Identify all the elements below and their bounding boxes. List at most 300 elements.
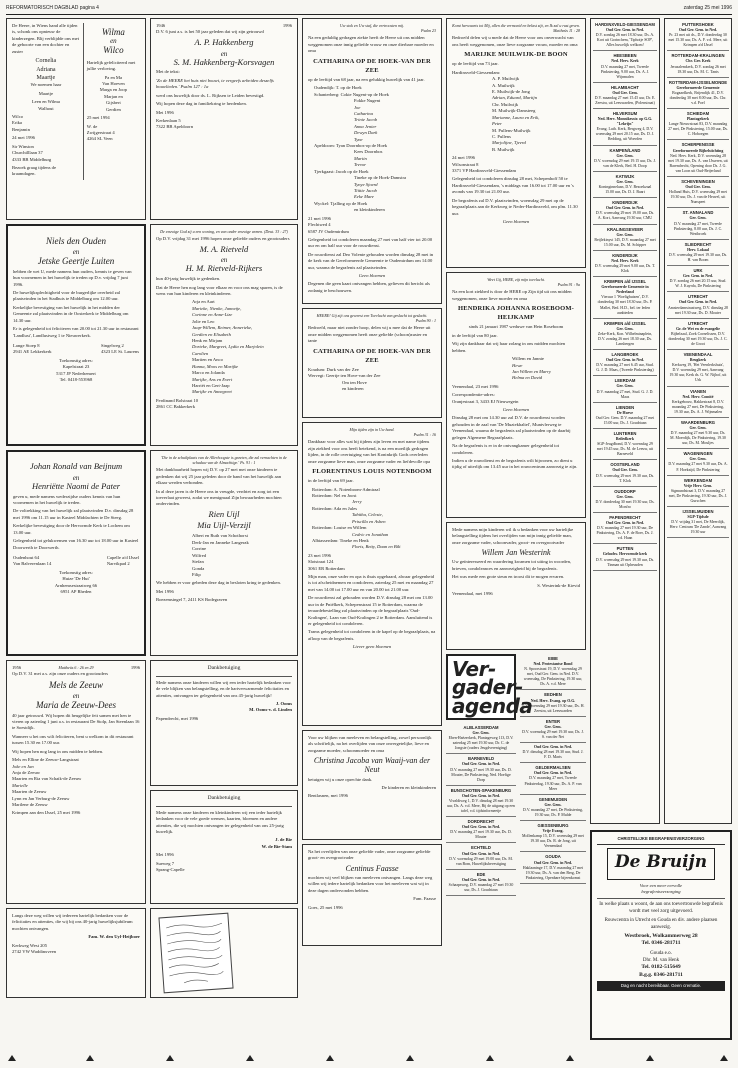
meeting-place: SCHEVENINGEN [681, 178, 715, 184]
meeting-place: HARDINXVELD-GIESSENDAM [595, 22, 655, 27]
anniv-l3: We hebben er voor gebeden deze dag in besloten kring te gedenken. [156, 580, 281, 586]
meeting-place: UTRECHT [687, 320, 708, 326]
obituary-op-de-hoek-family: HEERE! Gij zijt ons geweest een Toevlucht van geslacht tot geslacht. Psalm 90 : 1 Bedroefd, maar niet zonder hoop, delen wij u mee dat de Heere uit onze midden weggenomen heeft onze geliefde (schoon)zuster en tante CATHARINA OP DE HOEK-VAN DER ZEE Koudum: Durk van der Zee Wervegt: Geertje ten Hove-van der Zee Om ten Hove en kinderen [302, 308, 442, 418]
thanks-l1: Voor uw blijken van meeleven en belangstelling, zowel persoonlijk als schriftelijk, na het overlijden van onze onvergetelijke, lieve en zorgzame moeder, schoonmoeder en oma [308, 735, 432, 753]
meeting-church: Ger. Gem. [616, 384, 634, 389]
obit-date: 21 mei 1996 [308, 215, 331, 221]
wife-name: S. M. Hakkenberg-Korsvagen [173, 56, 275, 67]
meeting-church: Oud Ger. Gem. in Ned. [533, 860, 573, 865]
meeting-church: Ger. Gem. [689, 457, 707, 462]
verse: HEERE! Gij zijt ons geweest een Toevlucht van geslacht tot geslacht. [316, 313, 428, 318]
meeting-place: GENEMUIDEN [538, 796, 568, 802]
meeting-details: Bijbelzaal, Zoek Cornelissen, D.V. donderdag 30 mei 19.30 uur, Ds. J. C. de Groot [668, 331, 728, 346]
meeting-details: D.V. woensdag 29 mei 19.30 uur, Ds. T. Klok [595, 473, 655, 483]
meeting-details: Pr. 23 mei uit ds., D.V. donderdag 30 mei 15.30 uur, Ds. A. F. v.d. Mere, uit Krimpen a/d IJssel [668, 33, 728, 48]
church-meeting [667, 319, 729, 350]
kid-3: Benjamin [12, 126, 30, 132]
husband-name: A. P. Hakkenberg [194, 36, 254, 47]
advert-addr-1: Westbroek, Wolkammerweg 28 [624, 932, 698, 939]
meeting-details: D.V. woensdag 29 mei 19.30 uur, Ds. Tinman uit Opheusden [595, 557, 655, 567]
husband-name: Mels de Zeeuw [49, 679, 103, 690]
deceased-name: Centinus Faasse [345, 863, 399, 873]
meeting-details: Jerusalemkerk, D.V. zondag 26 mei 18.30 uur, Ds. M. C. Tanis [670, 64, 726, 74]
obit-l2: sinds 21 januari 1987 weduwe van Hein Roseboom [468, 324, 564, 330]
thanks-l1: Na het overlijden van onze geliefde vader, onze zorgzame geliefde groot- en overgrootvader [308, 849, 431, 861]
future-label: Toekomstig adres: [59, 357, 93, 363]
meeting-details: D.V. maandag 27 mei 9.30 uur, Ds. A. F. Hoekzijd, De Pinkstering [668, 462, 728, 472]
obit-l1: Na een geduldig gedragen ziekte heeft de Heere uit ons midden weggenomen onze innig geliefde vrouw en onze dierbare moeder en oma [308, 35, 434, 54]
meeting-details: D.V. maandag 27 mei 19.30 uur, Ds. D. Mouter, De Pinkstering, Ned. Hoefige Dorp [450, 767, 512, 782]
kid-1: Wilco [12, 113, 24, 119]
sig-1: J. Ooms [275, 700, 292, 706]
meeting-place: GELDERMALSEN [535, 765, 571, 771]
church-meeting [520, 717, 586, 743]
meeting-church: Oud Ger. Gem. [612, 90, 638, 95]
and-word: en [72, 692, 80, 701]
obituary-op-de-hoek: Uw stok en Uw staf, die vertroosten mij. Psalm 23 Na een geduldig gedragen ziekte heeft de Heere uit ons midden weggenomen onze innig geliefde vrouw en onze dierbare moeder en oma CATHARINA OP DE HOEK-VAN DER ZEE op de leeftijd van 68 jaar, na een gelukkig huwelijk van 41 jaar. Oudendijk: T. op de Hoek Schanterberg: Cokie Nugent-op de Hoek Fokke Nugent Joe Catharina Trinie Jacob Anna Jenter Dewyn Dark Tyne Apeldoorn: Tyan Doornbos-op de Hoek Kees Doornbos Martin Trevor Tjerkgaast: Jacob op de Hoek Tineke op de Hoek-Damstra Tynye Sjoerd Tiittie Jacob Eeke Mare Wyckel: Tjalling op de Hoek en kleinkinderen 21 mei 1996 Flechtwed 4 6587 JV Oudemirdum Gelegenheid tot condoleren maandag 27 mei van half vier tot 20.00 uur en om half uur voor de rouwdienst. De rouwdienst zal Deo Volente gehouden worden dinsdag 28 mei in de kerk van de Gereformeerde Gemeente te Oudemirdum om 14.00 uur, waarna de begrafenis zal plaatsvinden. Geen bloemen Degenen die geen kaart ontvangen hebben, gelieven dit bericht als zodanig te beschouwen. [302, 18, 442, 304]
church-meeting [593, 376, 657, 402]
vergaderagenda-logo [446, 654, 533, 720]
anniversary-uijl [150, 450, 298, 656]
advert-addr-2: Gouda e.o. [650, 950, 672, 956]
church-meeting [667, 140, 729, 176]
obit-l1: Bedroefd, maar niet zonder hoop, delen wij u mee dat de Heere uit onze midden weggenomen heeft onze geliefde (schoon)zuster en tante [308, 325, 431, 344]
thanks-faasse [302, 844, 442, 946]
meeting-church: Oud Ger. Gem. in Ned. [533, 745, 573, 750]
church-meeting [520, 690, 586, 716]
engage-from-3: Marga en Joop [99, 87, 127, 93]
meeting-details: Kerkweg 19, 'Het Veenlerkshuiz', D.V. woensdag 29 mei, Aanvang 19.30 uur, Kerk ds. G. W. Nijhof, uit Urk [669, 363, 727, 383]
anniv-l1: Op D.V. vrijdag 31 mei 1996 hopen onze geliefde ouders en grootouders [156, 236, 290, 242]
meeting-church: Gr. de Wet en de evangelie [676, 326, 720, 331]
church-meeting [593, 277, 657, 319]
meeting-church: Ned. Protestantse Bond [533, 662, 573, 667]
meeting-place: GOUDA [545, 854, 561, 860]
meeting-details: D.V. maandag 27 mei 15.45 uur, Dr. E. Zeestra, uit Leeuwarden, (Polenstraat) [594, 95, 656, 106]
church-meeting [667, 240, 729, 266]
church-meeting [593, 513, 657, 544]
church-meeting [667, 266, 729, 292]
meeting-church: Oud Ger. Gem. in Ned. [461, 762, 501, 767]
meeting-church: Ger. Gem. [616, 179, 634, 184]
church-meeting [667, 418, 729, 449]
thanks-l2: Uw geïnteresseerd en waardering kwamen tot uiting in woorden, brieven, condoleances en aanwezigheid bij de begrafenis. [452, 559, 572, 571]
wedding-p2: De huwelijksplechtigheid voor de burgerlijke overheid zal plaatsvinden in het Stadhuis te Middelburg om 12.00 uur. [13, 290, 121, 302]
advert-tel-2: Tel. 0182-515649 [641, 963, 681, 970]
obit-l4: De rouwdienst zal Deo Volente gehouden worden dinsdag 28 mei in de kerk van de Gereformeerde Gemeente te Oudemirdum om 14.00 uur, waarna de begrafenis zal plaatsvinden. [308, 251, 434, 270]
verse: 'Die in de schuilplaats van de Allerhoogste is gezeten, die zal vernachten in de schaduw van de Almachtige.' Ps. 91 : 1 [161, 455, 287, 466]
meeting-church: Ger. Gem. in Ned. [683, 274, 713, 279]
sig-2: M. Ooms-v. d. Linden [249, 707, 292, 713]
wedding-p2: De voltrekking van het huwelijk zal plaatsvinden D.v. dinsdag 28 mei 1996 om 11.15 uur in Kasteel Middachten te De Steeg. [13, 508, 134, 520]
church-meeting [667, 109, 729, 140]
obit-l3: in de leeftijd van 80 jaar. [452, 332, 498, 338]
engage-name-2: Wilco [103, 45, 124, 56]
kid: Albert en Ruth van Schothorst [192, 533, 248, 539]
advert-p1: In welke plaats u woont, de aan ons toevertrouwde begrafenis wordt met veel zorg uitgevoerd. [599, 901, 723, 914]
column-1 [6, 18, 146, 1002]
no-flowers: Geen bloemen [502, 407, 530, 413]
meeting-place: LIENDEN [615, 404, 635, 410]
and-word: en [220, 256, 228, 265]
meeting-church: Herv. Lokaal [687, 247, 709, 252]
meeting-church: Ned. Herv. Kerk [611, 59, 639, 64]
wedding-p4: Er is gelegenheid tot feliciteren van 20.00 tot 21.30 uur in restaurant 'Landlust', Landlustweg 1 te Nieuwerkerk. [13, 326, 139, 338]
meeting-place: KRALINGSEVEER [606, 226, 644, 232]
church-meeting [446, 870, 516, 896]
meeting-place: KINDERDIJK [612, 252, 638, 258]
church-meeting [446, 843, 516, 869]
verse: Mijn tijden zijn in Uw hand. [349, 427, 395, 432]
thanks-westerink [446, 522, 586, 650]
advert-tel-3: B.g.g. 0346-281711 [639, 971, 683, 978]
anniversary-de-zeeuw [6, 660, 146, 904]
anniv-p2: Wanneer u het ons wilt feliciteren, bent u welkom in dit restaurant tussen 15.30 en 17.00 uur. [12, 733, 134, 746]
meeting-details: D.V. maandag 27 mei, Tweede Pinksterdag, 9.00 uur, Ds. A. J. Wijnmalen [600, 64, 650, 79]
advert-tag-1: Voor een meer eervolle [639, 882, 683, 888]
meeting-place: OUDDORP [614, 488, 636, 494]
birth-addr-3: 4333 BB Middelburg [12, 156, 52, 162]
wedding-p1: hebben de wet U, mede namens hun ouders, kennis te geven van hun voornemen in het huwelijk te treden op D.v. vrijdag 7 juni 1996. [13, 268, 132, 287]
meeting-details: D.V. woensdag 29 mei 9.00 uur, Ds. T. Klok [594, 263, 656, 274]
kid: Filip [192, 571, 201, 577]
obit-l2: op de leeftijd van 68 jaar, na een gelukkig huwelijk van 41 jaar. [308, 76, 425, 82]
church-meeting [593, 172, 657, 198]
obit-l1: Dankbaar voor alles wat hij tijdens zijn leven en met name tijdens zijn ziekbed voor ons heeft betekend, is na een moeilijk gedragen lijden, in de rolle overtuiging van het Koninkrijk Gods overleden onze zorgzame lieve man, onze zorgzame vader en liefdevolle opa [308, 439, 431, 464]
birth-date: 24 mei 1996 [12, 135, 35, 141]
church-meeting [593, 403, 657, 429]
obit-l2: in de leeftijd van 69 jaar. [308, 478, 354, 484]
anniversary-hakkenberg [150, 18, 298, 220]
kid-1: Mels en Elline de Zeeuw-Langstraat [12, 757, 79, 763]
verse: Komt herwaarts tot Mij, allen die vermoeid en belast zijt, en Ik zal u rust geven. [452, 23, 580, 28]
meeting-place: KRIMPEN a/d IJSSEL [603, 279, 647, 285]
handwritten-card [150, 908, 298, 998]
meeting-place: SCHERPENISSE [681, 142, 715, 148]
meeting-details: D.V. maandag 27 mei, Tweede Pinksterdag, 8.00 uur, Ds. J. C. Westbroek [673, 221, 723, 236]
meeting-church: Gereformeerde Gemeente in Nederland [601, 285, 649, 295]
church-meeting [667, 78, 729, 109]
verse: Weet Gij, HERE, zijt mijn toevlucht. [487, 277, 545, 282]
meeting-details: D.V. woensdag 29 mei 19.15 uur, Ds. J. van de Klerk, Bed. H. Doop [594, 158, 656, 168]
engage-from-5: Gijsbert [105, 100, 121, 106]
meeting-list-c [590, 18, 660, 824]
meeting-place: PUTTERSHOEK [682, 22, 714, 27]
verse-ref: Psalm 91 : 9a [557, 282, 580, 288]
meeting-details: D.V. maandag 27 mei 9.30 uur, Ds. M. Moerdijk, De Pinkstering, 19.30 uur, Ds. M. Mouljes [670, 431, 726, 446]
kid: Carolien [192, 350, 209, 356]
meeting-place: LANGBROEK [611, 352, 639, 358]
page-header [6, 4, 732, 15]
obit-l3: Gelegenheid tot condoleren dinsdag 28 mei, Schepenhoff 50 te Hardinxveld-Giessendam, 's middags van 16.00 tot 17.00 uur en 's avonds van 19.30 tot 21.00 uur. [452, 176, 574, 195]
year-end: 1996 [130, 665, 140, 670]
logo-line-2: gader- [452, 675, 523, 700]
kid: Harriët en Gert-Jaap [192, 382, 230, 388]
engage-addr-1: W. de [86, 123, 98, 129]
addr-a1: Lange Stoep 8 [13, 342, 40, 348]
church-meeting [593, 51, 657, 82]
kid: Corinne en Anne-Lize [192, 312, 233, 318]
year-start: 1956 [12, 665, 22, 670]
church-meeting [593, 20, 657, 51]
kid: Wilfred [192, 552, 207, 558]
anniv-l1: D.V. 6 juni a.s. is het 50 jaar geleden dat wij zijn getrouwd [156, 29, 264, 35]
meeting-place: KRIMPEN a/d IJSSEL [603, 320, 647, 326]
anniv-l4: Wij hopen deze dag in familiekring te herdenken. [156, 101, 247, 107]
meeting-church: Oud Ger. Gem. [685, 185, 711, 190]
church-meeting [446, 786, 516, 817]
meeting-details: D.V. woensdag 29 mei 19.30 uur, Ds. H. Zeestra, uit Leeuwarden [521, 703, 585, 713]
meeting-details: Zeke-Kerk, Kon. Wilhelminaplein, D.V. zondag 26 mei 18.30 uur, Ds. Lansbergen [597, 331, 653, 346]
meeting-place: HEESBEEN [613, 53, 637, 59]
meeting-church: De Hoeve [617, 410, 633, 415]
church-meeting [446, 754, 516, 785]
kid: Derk-Jan en Janneke Langerak [192, 539, 249, 545]
anniv-addr: Boezemsingel 7, 2411 KS Bodegraven [156, 597, 228, 603]
sig-2: W. de Bie-Stam [261, 843, 292, 849]
anniv-date: Mei 1996 [156, 109, 174, 115]
future-street: Kapelstraat 23 [62, 364, 90, 370]
meeting-place: LUNTEREN [613, 431, 637, 436]
meeting-church: Ger. Gem. [544, 802, 562, 807]
logo-line-3: agenda [452, 693, 533, 718]
church-meeting [593, 109, 657, 145]
thanks-l1: Mede namens mijn kinderen wil ik u bedanken voor uw hartelijke belangstelling tijdens het overlijden van mijn innig geliefde man, onze zorgzame vader, schoonvader, groot- en overgrootvader [452, 527, 574, 545]
church-meeting [667, 292, 729, 318]
meeting-church: Oud Ger. Gem. in Ned. [678, 300, 718, 305]
kid: Martien en Anco [192, 357, 223, 363]
addr-a3: Singelweg 2 [100, 342, 124, 348]
meeting-details: D.V. woensdag 29 mei 19.30 uur, Ds. J. S. van der Net [522, 729, 584, 740]
birth-l2: Maartje [38, 90, 54, 96]
birth-visit: Bezoek graag tijdens de kraamdagen. [12, 164, 57, 177]
deceased-name: MARIJKE MUILWIJK-DE BOON [464, 51, 568, 59]
church-meeting [667, 51, 729, 77]
addr-a4: 4323 LE St. Laurens [100, 349, 139, 355]
meeting-church: Oud Ger. Gem. in Ned. [533, 771, 573, 776]
meeting-details: D.V. dinsdag 28 mei 19.30 uur, Stud. J. F. D. Maris [522, 750, 584, 760]
engage-from-2: Van Hoeven [102, 81, 125, 86]
meeting-details: Beijlekinyst 145, D.V. maandag 27 mei 15.00 uur, Ds. M. Schipper [594, 237, 656, 247]
meeting-details: Kerkgebouw, Hakkestraat 8, D.V. maandag 27 mei, De Pinkstering, 19.30 uur, Ds. A. J. Wijnmalen [671, 399, 725, 414]
meeting-details: Oud Ger. Gem. D.V. maandag 27 mei 15.00 uur, Ds. J. Goudriaan [595, 415, 655, 425]
meeting-church: Oud Ger. Gem. in Ned. [678, 28, 718, 33]
year-start: 1946 [156, 23, 166, 28]
church-meeting [520, 795, 586, 821]
kid: Stefan [192, 559, 204, 565]
meeting-place: KINDERDIJK [612, 200, 638, 206]
kid-2: Erika [12, 120, 22, 126]
meeting-details: Vivaldiweg 1, D.V. dinsdag 28 mei 19.30 uur, Ds. A. v.d. Mere, Bij de uitgang op een tafel, v.d. tijdsinformeetje [447, 798, 515, 814]
meeting-details: Haklaaninge 17, D.V. maandag 27 mei 19.30 uur, Ds. A. van den Berg, De Pinkstering, Openbare bijeenkomst [522, 865, 584, 880]
thanks-van-waaij [302, 730, 442, 840]
header-right: zaterdag 25 mei 1996 [683, 5, 732, 11]
anniv-l2: hun 40-jarig huwelijk te gedenken. [156, 276, 221, 282]
future-addr: Arnhemsestraatweg 66 [54, 582, 98, 588]
corr-label: Correspondentie-adres: [452, 392, 495, 398]
meeting-details: D.V. maandag 27 mei 19.30 uur, De Pinkstering, Ds. A. F. de Boer, Ds. J. v.d. Haan [596, 526, 654, 541]
meeting-details: D.V. maandag 27 mei, Tweede Pinksterdag, 19.30 uur, Ds. A. P. van Meer [524, 776, 582, 791]
kid: Marco en Jolanda [192, 370, 225, 376]
anniversary-rietveld [150, 224, 298, 446]
kid: Gerdien en Elisabeth [192, 331, 231, 337]
meeting-place: URK [693, 268, 703, 274]
thanks-place: Bentlasnen, mei 1996 [308, 793, 348, 799]
baby-name-3: Maartje [36, 74, 56, 81]
groom-name: Niels den Ouden [46, 236, 106, 246]
meeting-place: UTRECHT [687, 294, 708, 300]
meeting-church: Ned. Herv. Comité [682, 394, 714, 399]
meeting-place: EEDHEN [544, 692, 562, 698]
column-5 [590, 18, 660, 824]
kid-7: Lynn en Jan Verburg-de Zeeuw [12, 795, 70, 801]
verse: Mattheüs 6 : 26 en 29 [58, 665, 94, 670]
meeting-church: Ned. Herv. Monnikesstr. op G.G. "Lekrijn" [597, 117, 653, 127]
meeting-church: Gereformeerde Gemeente [676, 85, 720, 90]
meeting-church: Oud Ger. Gem. in Ned. [605, 206, 645, 211]
meeting-church: Oud Ger. Gem. [612, 468, 638, 473]
thanks-signature: Fam. W. den Uyl-Heijboer [88, 934, 140, 940]
advert-p2: Rouwcentra in Utrecht en Gouda en div. andere plaatsen aanwezig. [604, 917, 718, 930]
church-meeting [667, 20, 729, 51]
kid-3: Anja de Zeeuw [12, 769, 41, 775]
meeting-place: ST. ANNALAND [682, 210, 714, 216]
meeting-details: SGP-Jeugdbond, D.V. woensdag 29 mei 19.45 uur, Ds. M. de Leeuw, uit Barneveld [596, 442, 654, 457]
meeting-place: HILAMBACHT [611, 84, 639, 90]
wedding-p1: geven u, mede namens wederzijdse ouders kennis van hun voornemen in het huwelijk te treden. [13, 493, 121, 505]
thanks-text: Langs deze weg willen wij iedereen hartelijk bedanken voor de felicitaties en attenties, die wij bij ons 40-jarig huwelijksjubileum mochten ontvangen. [12, 913, 133, 931]
engage-date: 25 mei 1994 [86, 115, 110, 121]
thanks-text: Mede namens onze kinderen en kleinkinderen wij een ieder hartelijk bedanken voor de vele goede wensen, kaarten, bloemen en andere attenties, die wij mochten ontvangen ter gelegenheid van ons 25-jarig huwelijk. [156, 809, 284, 834]
verse-ref: Psalm 90 : 1 [415, 318, 436, 324]
bride-name: Henriëtte Naomi de Pater [31, 480, 121, 491]
meeting-church: Ger. Gem. [616, 326, 634, 331]
future-city: 5317 JP Nederhemert [56, 370, 96, 376]
meeting-church: Oud Ger. Gem. in Ned. [605, 358, 645, 363]
meeting-church: Ger. Gem. [616, 153, 634, 158]
meeting-details: Ned. Herv. Kerk, D.V. woensdag 28 mei 19.30 uur, Ds. A. van IJsseren, uit Barendrecht, Opening door Ds. J. G. van Loon uit Oud-Beijerland [668, 153, 728, 173]
church-meeting [520, 821, 586, 852]
meeting-details: Vieruur 1 'Woelighuizen', D.V. donderdag 30 mei 18.30 uur, Ds. P. Mallet, Bed. H.D., bel. ter leden aanbieden [597, 295, 653, 315]
meetings-area [446, 654, 586, 1060]
anniv-l1: Met dankbaarheid hopen wij D.V. op 27 mei met onze kinderen te gedenken dat wij 25 jaar geleden door de band van het huwelijk aan elkaar werden verbonden. [156, 467, 282, 486]
meeting-place: SLIEDRECHT [684, 241, 712, 247]
birth-parents: Leen en Wilma [31, 99, 60, 105]
thanks-den-uyl [6, 908, 146, 998]
meeting-details: Koninginnelaan, D.V. Bezoekzaal 15.00 uur, Ds. D. J. Baart [598, 185, 652, 195]
meeting-church: Ger. Gem. [472, 731, 490, 736]
deceased-name: HENDRIKA JOHANNA ROSEBOOM-HEIJKAMP [457, 305, 575, 322]
church-meeting [446, 817, 516, 843]
engage-from-1: Pa en Ma [104, 74, 123, 80]
church-meeting [593, 251, 657, 277]
thanks-addr-1: Kerkweg West 205 [12, 942, 48, 948]
kid-8: Marilene de Zeeuw [12, 802, 48, 808]
meeting-church: Vrije Herv. Gem. [683, 483, 713, 488]
meeting-details: D.V. maandag 27 mei 19.30 uur, Ds. D. Mouter [450, 830, 512, 840]
obit-l5: Trams gelegenheid tot condoleren in de kapel op de begraafplaats, na afloop van de begrafenis. [308, 629, 436, 641]
obit-l6: Dinsdag 28 mei om 14.30 uur zal D.V. de rouwdienst worden gehouden in de zaal van 'De Muziekhaltel', Muntvlerweg te Veenendaal, waarna de begrafenis zal plaatsvinden op de daarbij gelegen Algemene Begraafplaats. [452, 415, 571, 440]
kid: Hanna, Moos en Marijke [192, 363, 239, 369]
thanks-l3: Het was mede een grote steun en troost dit te mogen ervaren. [452, 574, 565, 580]
meeting-church: Oud Ger. Gem. in Ned. [461, 851, 501, 856]
thanks-l2: betuigen wij u onze oprechte dank. [308, 776, 373, 782]
addr-1: Ferdinand Bolstraat 10 [156, 397, 199, 403]
birth-announcement [6, 18, 146, 220]
meeting-details: D.V. maandag 27 mei 6.45 uur, Stud. G. J. D. Maas, (Tweede Pinksterdag) [596, 363, 654, 373]
church-meeting [667, 350, 729, 386]
meeting-place: ALBLASSERDAM [463, 725, 499, 730]
sig-1: J. de Bie [275, 837, 292, 843]
church-meeting [520, 654, 586, 690]
engage-from-6: Gerdien [105, 106, 121, 112]
engage-en: en [110, 37, 117, 46]
addr-a4: Narvikpad 2 [106, 561, 130, 567]
groom-name: Johan Ronald van Beijnum [29, 461, 123, 471]
meeting-details: Schaapsweg, D.V. maandag 27 mei 19.30 uur, Ds. J. Goudriaan [448, 882, 514, 893]
obit-l4: De rouwdienst zal gehouden worden D.V. dinsdag 28 mei om 13.00 uur in de Pniëlkerk, Schepenstraat 15 te Rotterdam, waarna de teraardebestelling zal plaatsvinden op de begraafplaats 'Oud-Kralingen', Laan van Oud-Kralingen 2 te Rotterdam. Aansluitend is er gelegenheid tot condoleren. [308, 595, 433, 627]
obit-l3: Mijn man, onze vader en opa is thuis opgebaard, alwaar gelegenheid is tot afscheidnemen en condoleren, zaterdag 25 mei en maandag 27 mei van 14.00 tot 17.00 uur en van 20.00 tot 21.00 uur. [308, 574, 435, 592]
obit-addr: Flechtwed 4 [308, 222, 331, 228]
thanks-ooms [150, 660, 298, 786]
obit-l6: Degenen die geen kaart ontvangen hebben, gelieven dit bericht als zodanig te beschouwen. [308, 281, 430, 293]
obit-l2: op de leeftijd van 73 jaar. [452, 61, 499, 67]
meeting-details: Eben-Haëzerkerk, Plantageweg 113, D.V. zaterdag 25 mei 19.30 uur, Dr. C. de Jongste (ouders Jeugdvereniging) [448, 736, 514, 751]
kid-6: Maarten de Zeeuw [12, 789, 47, 795]
obit-l1: Bedroefd delen wij u mede dat de Heere voor ons onverwacht van ons heeft weggenomen, onze lieve zorgzame vrouw, moeder en oma [452, 35, 578, 47]
church-meeting [667, 177, 729, 208]
meeting-details: Sigmundstraat 3, D.V. maandag 27 mei, De Pinkstering, 19.30 uur, Ds. J. Gurschen [668, 488, 728, 503]
obit-addr: Slotstraat 124 [308, 559, 334, 565]
obituary-muilwijk: Komt herwaarts tot Mij, allen die vermoeid en belast zijt, en Ik zal u rust geven. Mattheüs 11 : 28 Bedroefd delen wij u mede dat de Heere voor ons onverwacht van ons heeft weggenomen, onze lieve zorgzame vrouw, moeder en oma MARIJKE MUILWIJK-DE BOON op de leeftijd van 73 jaar. Hardinxveld-Giessendam: A. P. Muilwijk A. Muilwijk E. Muilwijk-de Jong Adrian, Eduard, Martijn Chr. Muilwijk M. Muilwijk-Damsteeg Marianne, Laura en Erik, Peter M. Pullens-Muilwijk C. Pullens Marjolijne, Tjeerd B. Muilwijk 24 mei 1996 Wilsonstraat 8 3371 VP Hardinxveld-Giessendam Gelegenheid tot condoleren dinsdag 28 mei, Schepenhoff 50 te Hardinxveld-Giessendam, 's middags van 16.00 tot 17.00 uur en 's avonds van 19.30 tot 21.00 uur. De begrafenis zal D.V. plaatsvinden, woensdag 29 mei op de begraafplaats aan de Kerkweg te Neder-Hardinxveld, om plm. 11.30 uur. Geen bloemen [446, 18, 586, 268]
meeting-place: PUTTEN [616, 546, 634, 552]
future-label: Toekomstig adres: [59, 569, 93, 575]
meeting-details: N. Spoorstraat 19, D.V. woensdag 29 mei, Oud Ger. Gem. in Ned. D.V. woensdag, De Pinkstering, 19.30 uur, Ds. A. v.d. Mere [523, 667, 583, 687]
meeting-list-d [664, 18, 732, 824]
and-word: en [220, 49, 228, 58]
meeting-place: EIBE [548, 656, 558, 661]
advert-top: CHRISTELIJKE BEGRAFENISVERZORGING [597, 836, 725, 845]
thanks-de-bie [150, 790, 298, 904]
verse: Uw stok en Uw staf, die vertroosten mij. [339, 23, 405, 28]
meeting-details: D.V. woensdag 29 mei 19.00 uur, Ds. A. Kort, Aanvang 19.30 uur, CMU [595, 211, 655, 221]
meeting-place: ROTTERDAM-KRALINGEN [671, 53, 725, 59]
meeting-details: Lange Nieuwstraat 83, D.V. maandag 27 mei, De Pinkstering, 15.00 uur, Ds. C. Hoboegen [668, 122, 728, 137]
meeting-church: Oud Ger. Gem. in Ned. [461, 877, 501, 882]
addr-a3: Capelle a/d IJssel [106, 554, 139, 560]
meeting-place: ENTER [545, 718, 561, 724]
deceased-name: Christina Jacoba van Waaij-van der Neut [313, 756, 431, 775]
church-meeting [667, 476, 729, 507]
kid: Marieke, Nienke, Jannetje, [192, 305, 242, 311]
kid: Arja en Aart [192, 299, 215, 305]
meeting-details: D.V. woensdag 29 mei 19.30 uur, Ds. H. van Boom [668, 252, 728, 262]
husband-name: M. A. Rietveld [199, 243, 249, 254]
meeting-place: PAPENDRECHT [609, 515, 641, 521]
anniv-l3: Dat de Heere hen nog lang voor elkaar en voor ons mag sparen, is de wens van hun kinderen en kleinkinderen. [156, 284, 283, 297]
baby-name-1: Cornelia [35, 58, 57, 65]
kid: Henk en Mirjam [192, 337, 223, 343]
column-4 [446, 18, 586, 1060]
anniv-p3: Wij hopen hen nog lang in ons midden te hebben. [12, 748, 104, 754]
meeting-list-a [446, 723, 516, 896]
meeting-details: Bogaardkerk, Brijendijk 41, D.V. donderdag 30 mei 8.00 uur, Ds. Chr. v.d. Poel [669, 90, 727, 106]
family-place: Hardinxveld-Giessendam: [452, 69, 501, 75]
engage-addr-2: Zwijgerstraat 4 [86, 129, 115, 135]
meeting-church: Ger. Gem. [616, 494, 634, 499]
kid-2: Joke en Jan [12, 763, 34, 769]
meeting-church: Oud Ger. Gem. in Ned. [605, 28, 645, 33]
